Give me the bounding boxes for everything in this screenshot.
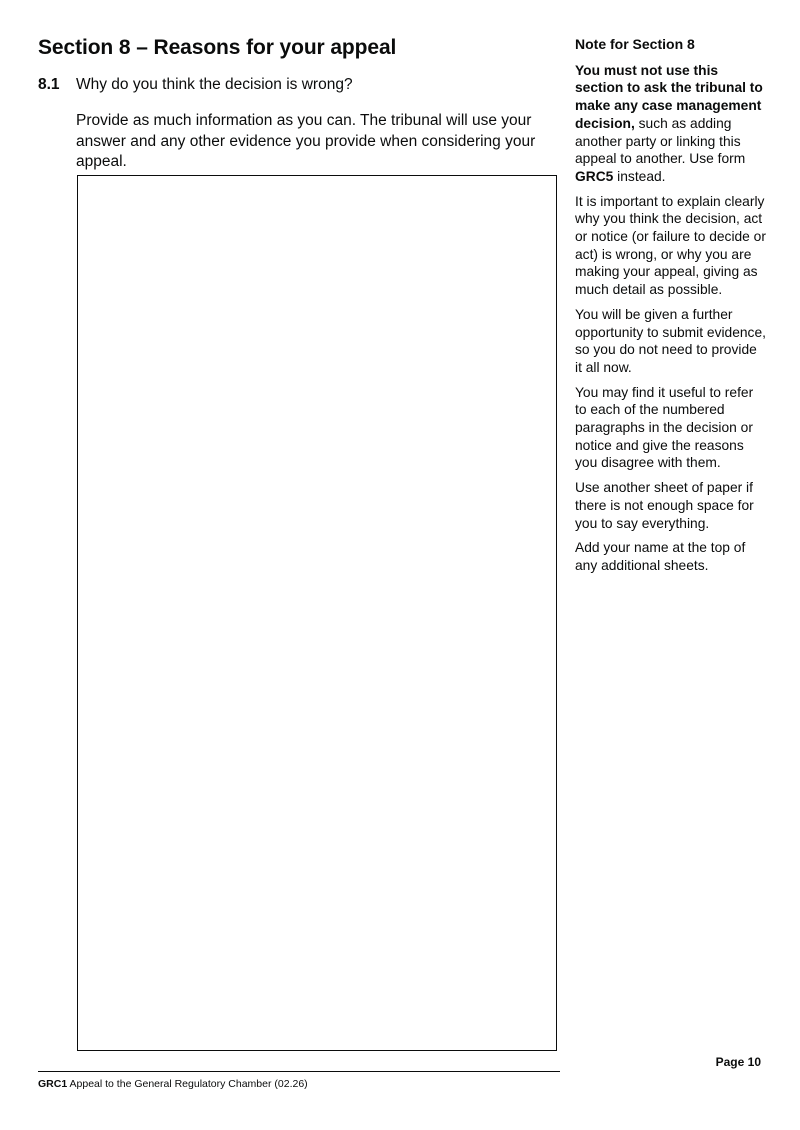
- note-text: such as adding another party or linking this appeal to another. Use form: [575, 115, 746, 167]
- reasons-answer-field[interactable]: [77, 175, 557, 1051]
- form-code: GRC1: [38, 1078, 68, 1090]
- note-paragraph-2: It is important to explain clearly why you think the decision, act or notice (or failure to decide or act) is wrong, or why you are making your appeal, giving as much detail as possible.: [575, 193, 766, 298]
- notes-heading: Note for Section 8: [575, 36, 695, 52]
- footer-divider: [38, 1071, 560, 1072]
- form-reference: GRC5: [575, 168, 614, 184]
- note-paragraph-6: Add your name at the top of any additional sheets.: [575, 540, 746, 573]
- footer-text: Appeal to the General Regulatory Chamber (02.26): [67, 1078, 308, 1090]
- footer: [38, 1078, 308, 1090]
- section-notes: [575, 36, 767, 582]
- question-row: [38, 74, 562, 95]
- question-text: Why do you think the decision is wrong?: [76, 76, 353, 93]
- page-number: Page 10: [715, 1055, 761, 1069]
- note-warning: You must not use this section to ask the tribunal to make any case management decision,: [575, 62, 763, 131]
- note-text-end: instead.: [613, 168, 666, 184]
- note-paragraph-1: [575, 62, 767, 186]
- main-column: [38, 34, 562, 173]
- question-hint: Provide as much information as you can. The tribunal will use your answer and any other evidence you provide when considering your appeal.: [76, 112, 536, 170]
- section-title: Section 8 – Reasons for your appeal: [38, 36, 397, 59]
- note-paragraph-3: You will be given a further opportunity to submit evidence, so you do not need to provide it all now.: [575, 306, 766, 375]
- note-paragraph-4: You may find it useful to refer to each of the numbered paragraphs in the decision or notice and give the reasons you disagree with them.: [575, 384, 754, 471]
- note-paragraph-5: Use another sheet of paper if there is not enough space for you to say everything.: [575, 480, 754, 531]
- question-number: 8.1: [38, 76, 60, 93]
